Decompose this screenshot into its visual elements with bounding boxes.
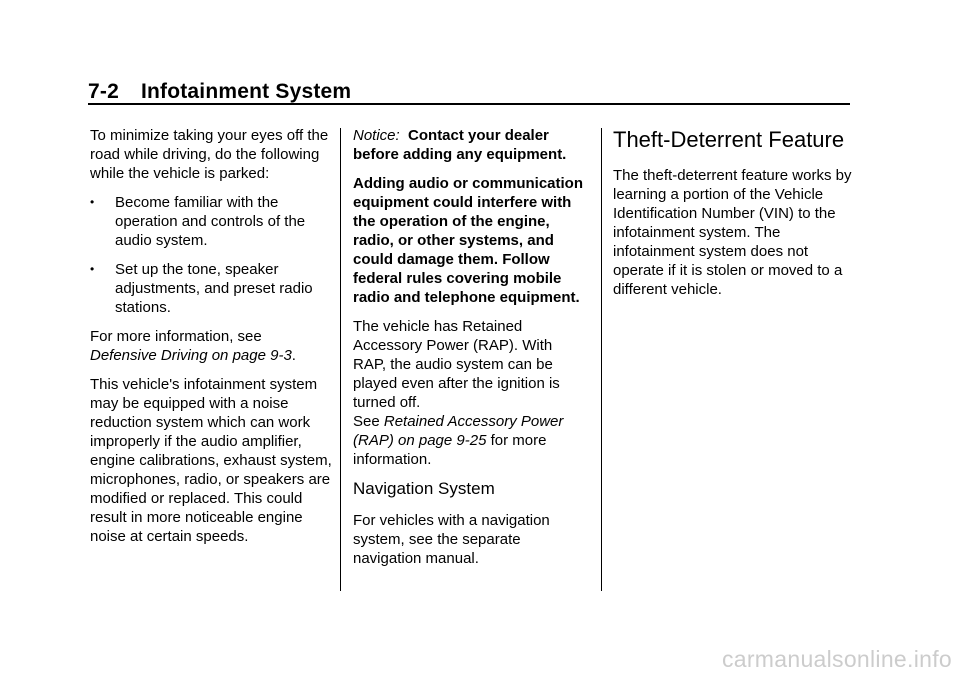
more-info-suffix: .: [291, 347, 296, 364]
notice-text: Contact your dealer before adding any equipment.: [353, 127, 567, 163]
navigation-heading: Navigation System: [353, 479, 495, 498]
notice-label: Notice:: [353, 127, 400, 144]
more-info-paragraph: [90, 327, 332, 365]
page-header: [88, 80, 351, 104]
bullet-text: Become familiar with the operation and controls of the audio system.: [115, 194, 306, 249]
column-right: [613, 127, 853, 309]
header-rule: [88, 103, 850, 105]
rap-see: See: [353, 413, 384, 430]
more-info-prefix: For more information, see: [90, 328, 262, 345]
bullet-icon: •: [90, 262, 95, 276]
noise-paragraph: This vehicle's infotainment system may be equipped with a noise reduction system which can work improperly if the audio amplifier, engine calibrations, exhaust system, microphones, radio, or speakers are modified or replaced. This could result in more noticeable engine noise at certain speeds.: [90, 376, 332, 545]
watermark: carmanualsonline.info: [721, 646, 952, 672]
rap-suffix: for more information.: [353, 432, 547, 468]
section-number: 7-2: [88, 80, 119, 103]
notice-paragraph: [353, 126, 589, 164]
section-title: Infotainment System: [140, 80, 352, 103]
page-footer: [0, 646, 960, 672]
theft-deterrent-paragraph: The theft-deterrent feature works by learning a portion of the Vehicle Identification Number (VIN) to the infotainment system. The infotainment system does not operate if it is stolen or moved to a different vehicle.: [613, 167, 852, 298]
navigation-paragraph: For vehicles with a navigation system, see the separate navigation manual.: [353, 512, 550, 567]
bullet-item: [90, 260, 332, 317]
column-divider: [340, 128, 341, 591]
rap-paragraph: [353, 317, 589, 469]
intro-paragraph: To minimize taking your eyes off the road while driving, do the following while the vehicle is parked:: [90, 127, 329, 182]
defensive-driving-link[interactable]: Defensive Driving on page 9-3: [90, 347, 292, 364]
bullet-icon: •: [90, 195, 95, 209]
bullet-item: [90, 193, 332, 250]
bullet-text: Set up the tone, speaker adjustments, and preset radio stations.: [115, 261, 313, 316]
column-divider: [601, 128, 602, 591]
rap-text: The vehicle has Retained Accessory Power (RAP). With RAP, the audio system can be played even after the ignition is turned off.: [353, 318, 560, 411]
rap-link[interactable]: Retained Accessory Power (RAP) on page 9-25: [353, 413, 564, 449]
column-left: [90, 126, 332, 556]
warning-paragraph: Adding audio or communication equipment could interfere with the operation of the engine, radio, or other systems, and could damage them. Follow federal rules covering mobile radio and telephone equipment.: [353, 175, 583, 306]
theft-deterrent-heading: Theft-Deterrent Feature: [613, 127, 845, 152]
column-middle: [353, 126, 589, 578]
